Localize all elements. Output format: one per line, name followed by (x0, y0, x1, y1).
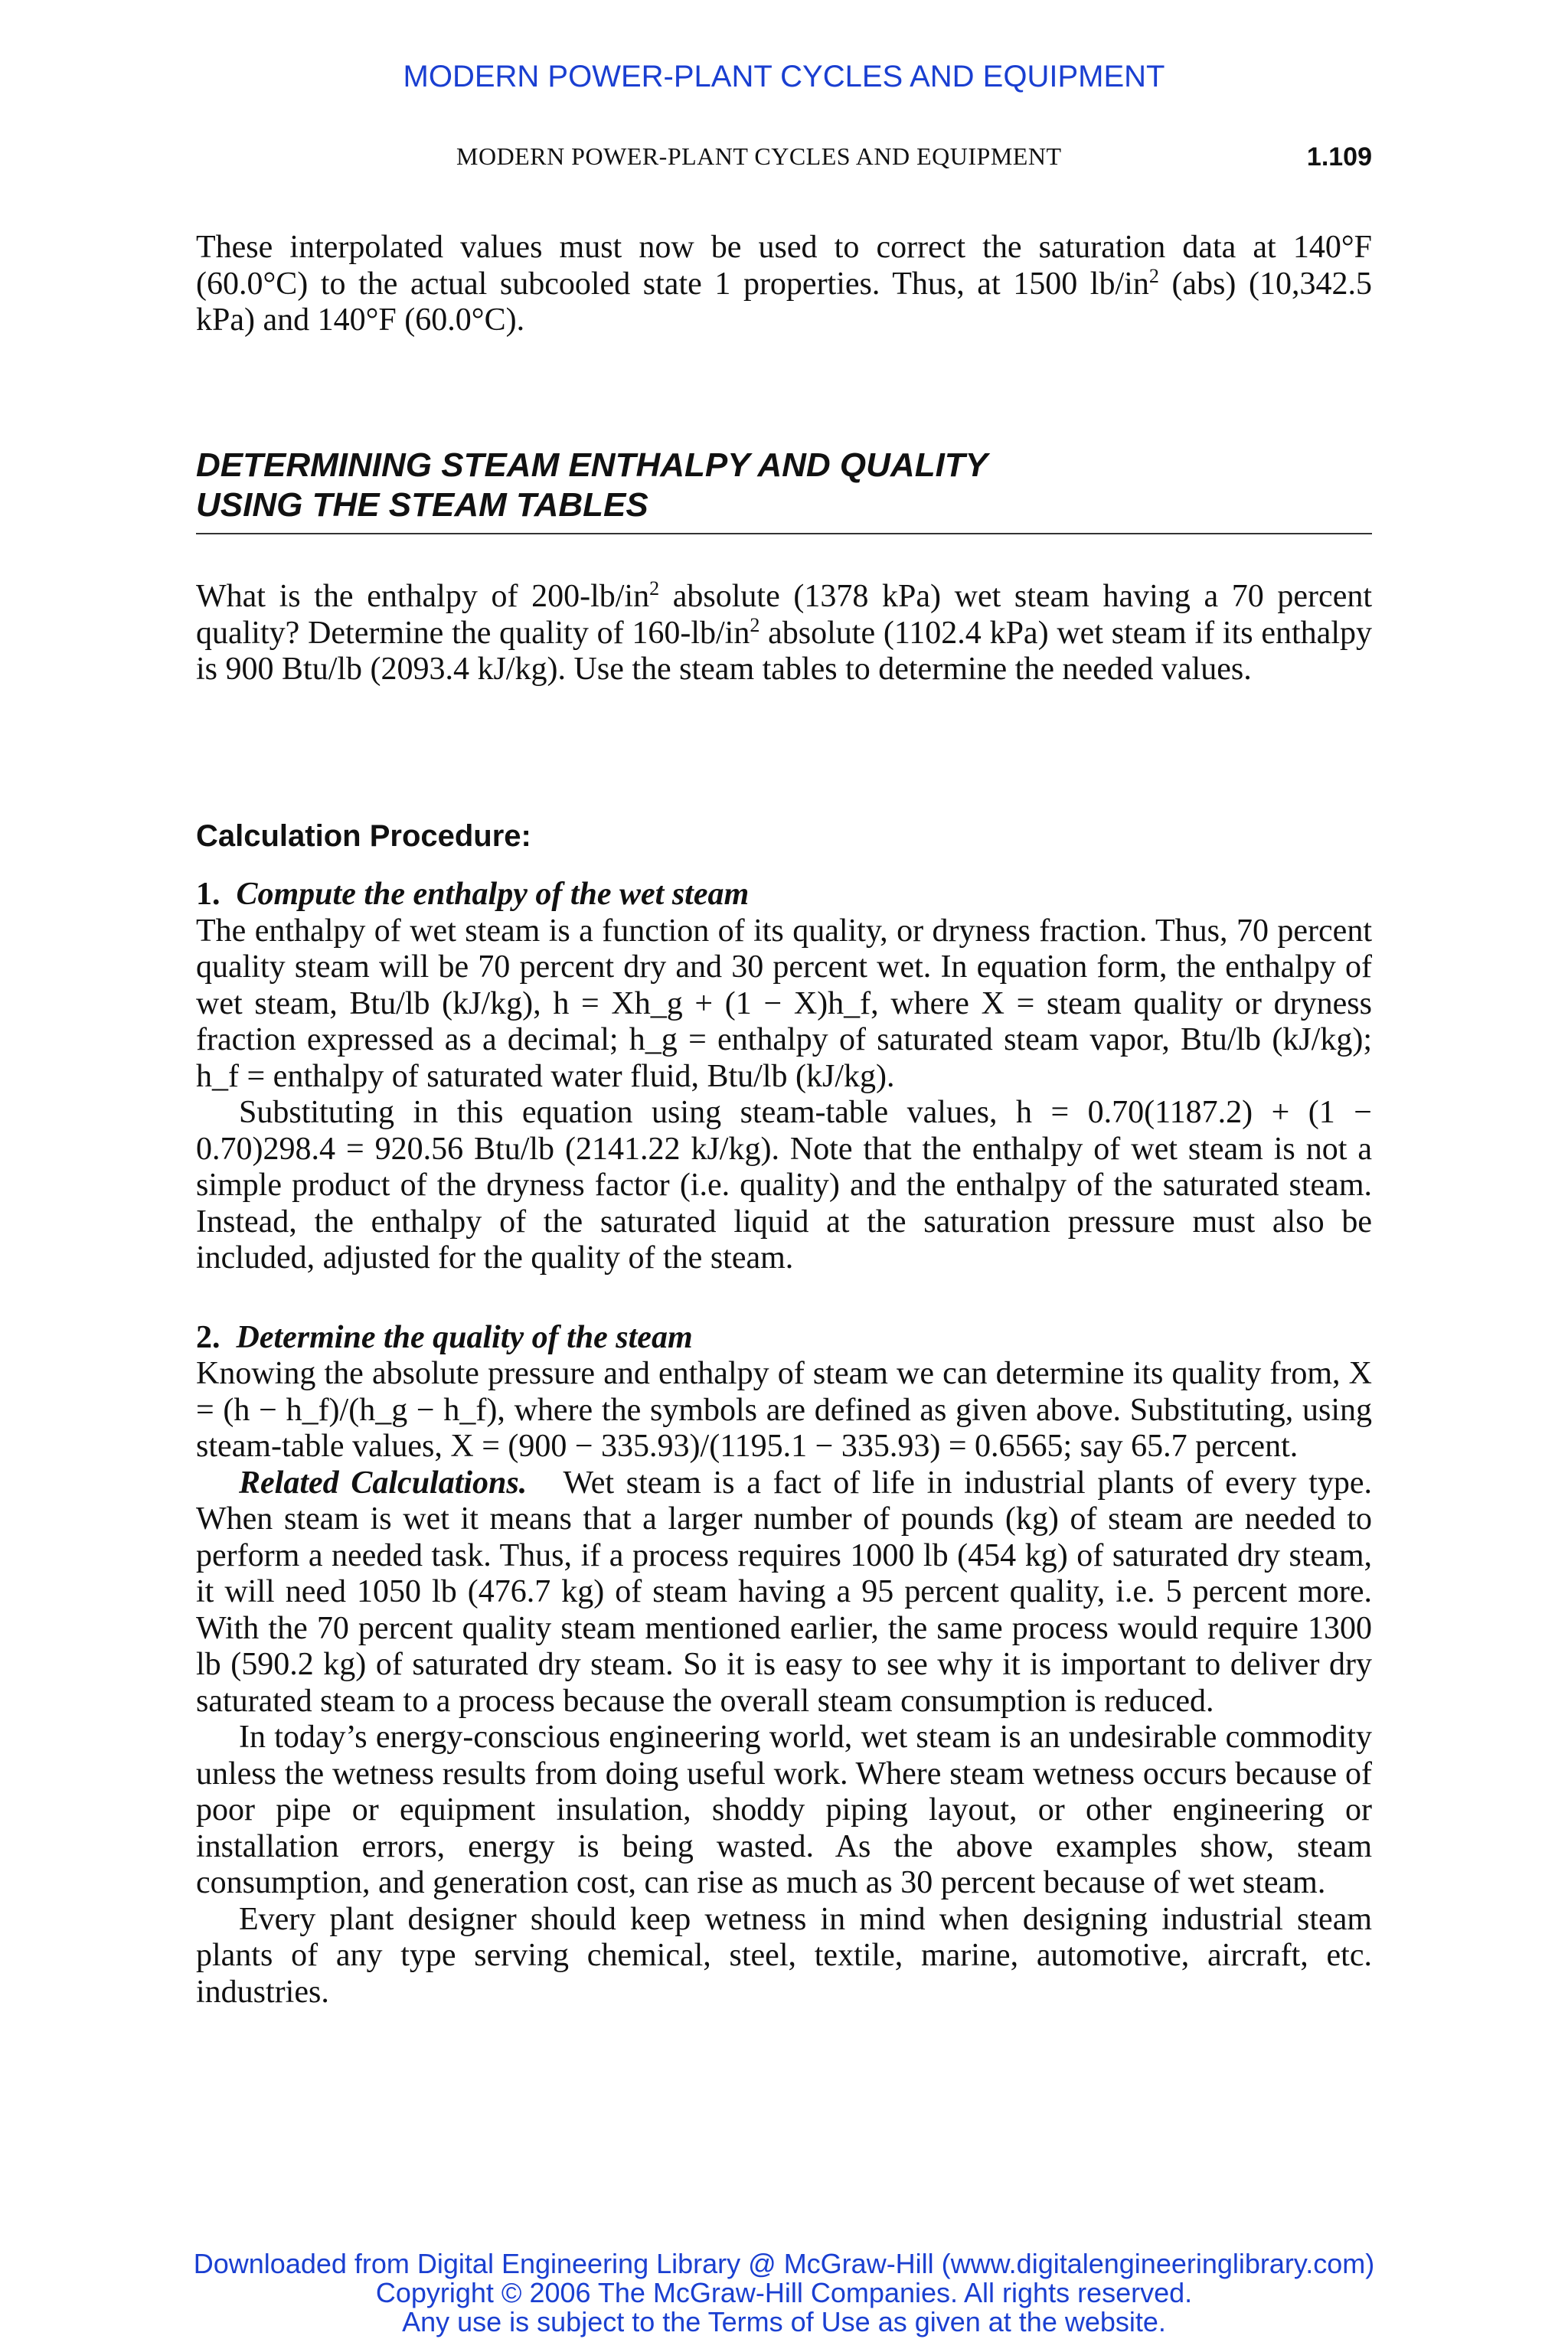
page-number: 1.109 (1306, 142, 1372, 172)
related-text-1: Wet steam is a fact of life in industrial plants of every type. When steam is wet it means that a larger number of pounds (kg) of steam are needed to perform a needed task. Thus, if a process requires 1000 lb (454 kg) of saturated dry steam, it will need 1050 lb (476.7 kg) of steam having a 95 percent quality, i.e. 5 percent more. With the 70 percent quality steam mentioned earlier, the same process would require 1300 lb (590.2 kg) of saturated dry steam. So it is easy to see why it is important to deliver dry saturated steam to a process because the overall steam consumption is reduced. (196, 1465, 1373, 1719)
related-calculations-paragraph-3: Every plant designer should keep wetness in mind when designing industrial steam plants of any type serving chemical, steel, textile, marine, automotive, aircraft, etc. industries. (196, 1901, 1372, 2010)
copyright-footer (0, 2249, 1568, 2337)
intro-sup: 2 (1148, 264, 1159, 287)
intro-line-1: These interpolated values must now be used to correct the saturation data at 140°F (196, 230, 1372, 265)
footer-download-link[interactable]: Downloaded from Digital Engineering Library @ McGraw-Hill (www.digitalengineeringlibrary.com) (193, 2248, 1375, 2279)
intro-line-2: (60.0°C) to the actual subcooled state 1 properties. Thus, at 1500 lb/in (196, 266, 1149, 302)
step-2-heading (196, 1320, 1372, 1357)
problem-text-a: What is the enthalpy of 200-lb/in (196, 579, 650, 614)
intro-line-3: (10,342.5 kPa) and 140°F (60.0°C). (196, 266, 1372, 338)
intro-paragraph (196, 230, 1372, 339)
section-heading (196, 446, 1372, 534)
procedure-body (196, 877, 1372, 2011)
step-1-heading (196, 877, 1372, 913)
step-1-title: Compute the enthalpy of the wet steam (236, 877, 750, 912)
step-2-title: Determine the quality of the steam (236, 1319, 693, 1355)
related-calculations-paragraph-1 (196, 1465, 1372, 1720)
related-calculations-label: Related Calculations. (239, 1465, 528, 1501)
step-2-number: 2. (196, 1319, 220, 1355)
step-1-paragraph-1: The enthalpy of wet steam is a function of its quality, or dryness fraction. Thus, 70 percent quality steam will be 70 percent dry and 30 percent wet. In equation form, the enthalpy of wet steam, Btu/lb (kJ/kg), h = Xh_g + (1 − X)h_f, where X = steam quality or dryness fraction expressed as a decimal; h_g = enthalpy of saturated steam vapor, Btu/lb (kJ/kg); h_f = enthalpy of saturated water fluid, Btu/lb (kJ/kg). (196, 913, 1372, 1094)
step-1-number: 1. (196, 877, 220, 912)
problem-statement (196, 579, 1372, 688)
footer-copyright: Copyright © 2006 The McGraw-Hill Companies. All rights reserved. (375, 2277, 1193, 2308)
top-chapter-link[interactable]: MODERN POWER-PLANT CYCLES AND EQUIPMENT (403, 60, 1165, 93)
problem-text-c: absolute (1102.4 kPa) wet steam if its enthalpy is 900 Btu/lb (2093.4 kJ/kg). Use the steam tables to determine the needed values. (196, 615, 1372, 687)
step-2-paragraph-1: Knowing the absolute pressure and enthalpy of steam we can determine its quality from, X = (h − h_f)/(h_g − h_f), where the symbols are defined as given above. Substituting, using steam-table values, X = (900 − 335.93)/(1195.1 − 335.93) = 0.6565; say 65.7 percent. (196, 1356, 1372, 1464)
problem-sup-1: 2 (649, 577, 660, 599)
calculation-procedure-heading: Calculation Procedure: (196, 819, 531, 853)
problem-text-b: absolute (1378 kPa) wet steam having a 70 percent quality? Determine the quality of 160-lb/in (196, 579, 1372, 651)
intro-line-2-end: (abs) (1158, 266, 1236, 302)
section-title-line-1: DETERMINING STEAM ENTHALPY AND QUALITY (196, 446, 988, 484)
section-title-line-2: USING THE STEAM TABLES (196, 486, 648, 524)
related-calculations-paragraph-2: In today’s energy-conscious engineering world, wet steam is an undesirable commodity unless the wetness results from doing useful work. Where steam wetness occurs because of poor pipe or equipment insulation, shoddy piping layout, or other engineering or installation errors, energy is being wasted. As the above examples show, steam consumption, and generation cost, can rise as much as 30 percent because of wet steam. (196, 1720, 1372, 1900)
running-title: MODERN POWER-PLANT CYCLES AND EQUIPMENT (456, 142, 1062, 170)
footer-terms[interactable]: Any use is subject to the Terms of Use as given at the website. (402, 2306, 1166, 2337)
step-1-paragraph-2: Substituting in this equation using steam-table values, h = 0.70(1187.2) + (1 − 0.70)298.4 = 920.56 Btu/lb (2141.22 kJ/kg). Note that the enthalpy of wet steam is not a simple product of the dryness factor (i.e. quality) and the enthalpy of the saturated steam. Instead, the enthalpy of the saturated liquid at the saturation pressure must also be included, adjusted for the quality of the steam. (196, 1095, 1372, 1276)
problem-sup-2: 2 (750, 613, 760, 636)
